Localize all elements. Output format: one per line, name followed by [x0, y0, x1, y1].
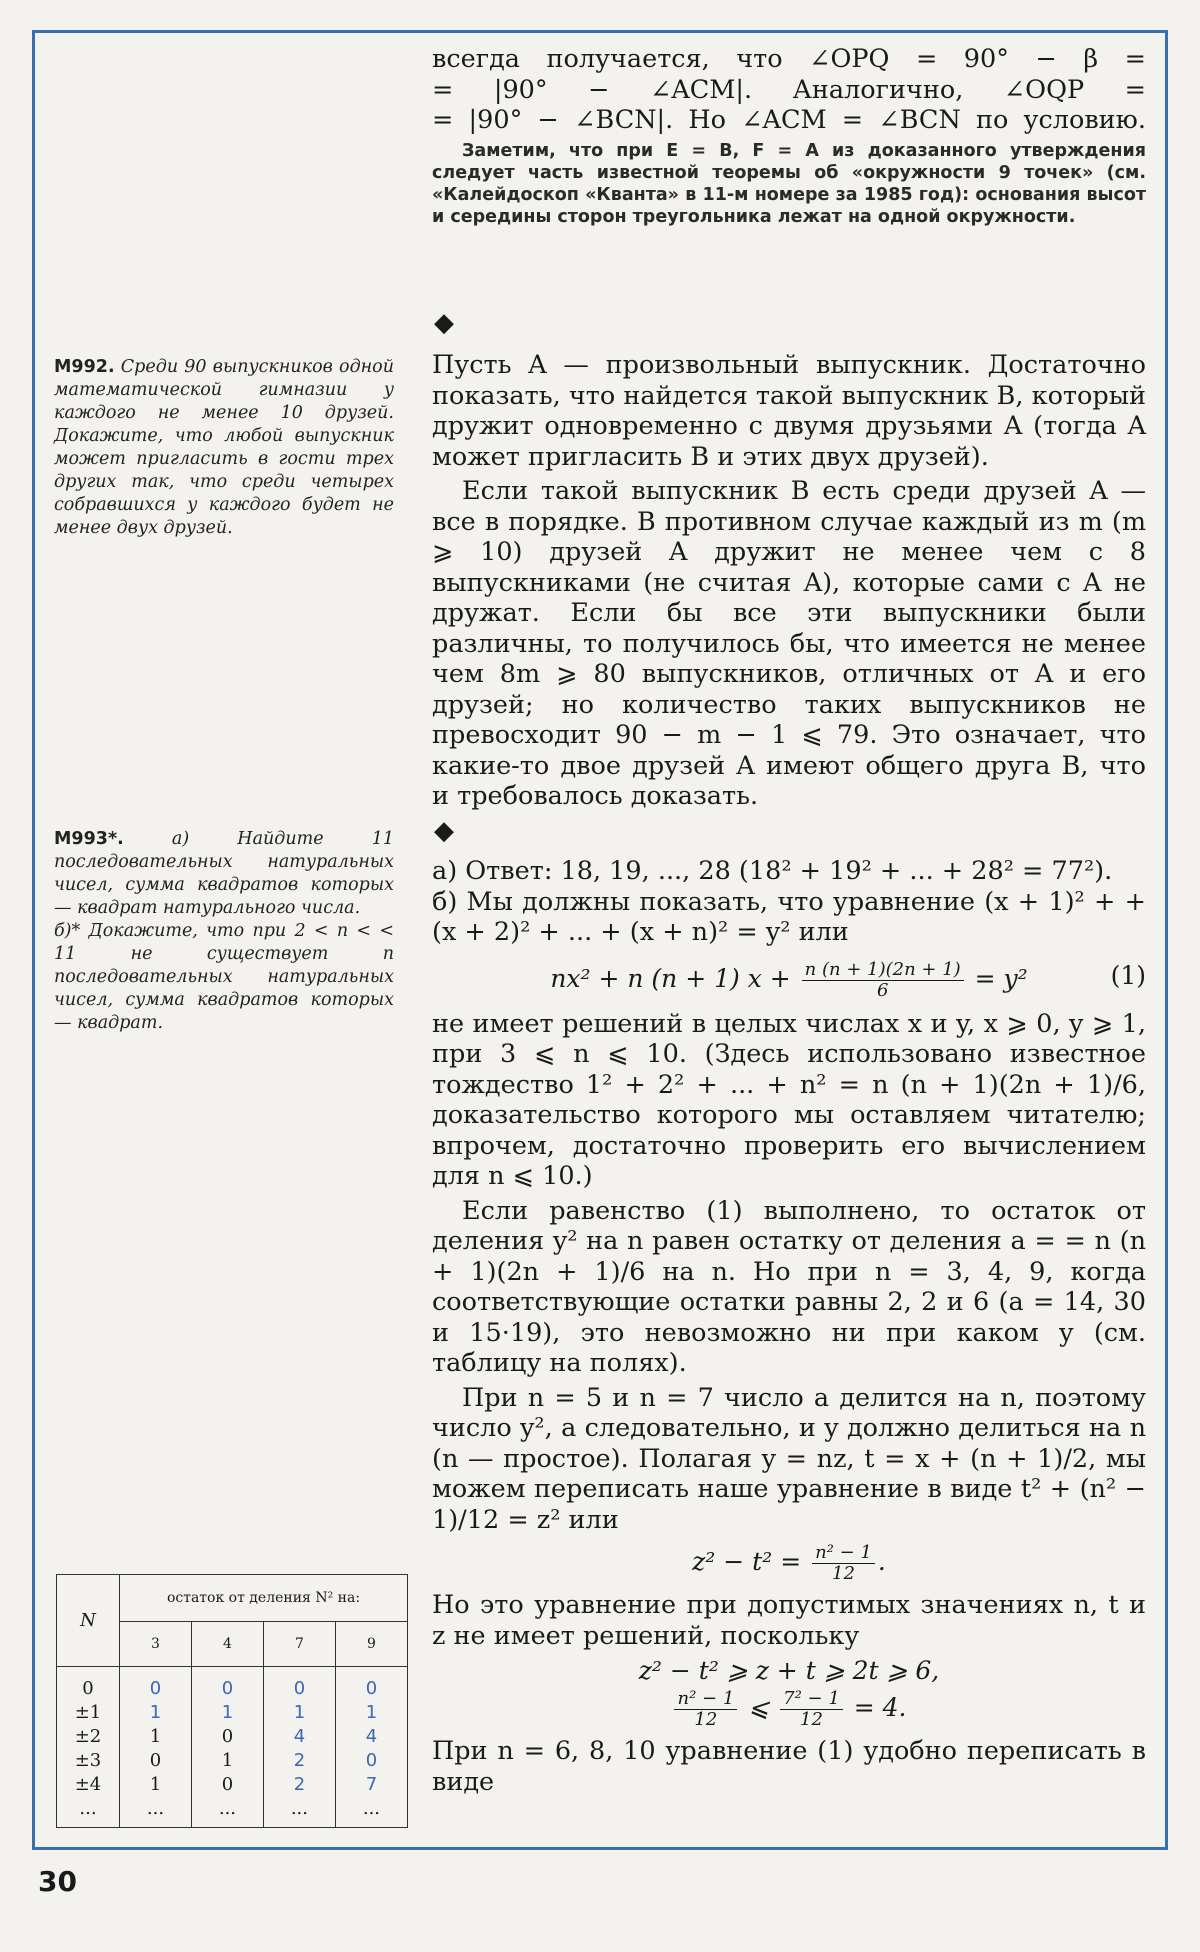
table-cell: 1 — [149, 1774, 162, 1795]
solution-paragraph: Пусть A — произвольный выпускник. Достаточно показать, что найдется такой выпускник B, который дружит одновременно с двумя друзьями A (тогда A может пригласить B и этих двух друзей). — [432, 350, 1146, 472]
eq4-right: = 4. — [853, 1693, 907, 1722]
solution-paragraph: При n = 5 и n = 7 число a делится на n, поэтому число y², а следовательно, и y должно делиться на n (n — простое). Полагая y = nz, t = x + (n + 1)/2, мы можем переписать наше уравнение в виде t² + (n² − 1)/12 = z² или — [432, 1382, 1146, 1535]
table-cell: ±3 — [74, 1750, 102, 1771]
problem-text-b: б)* Докажите, что при 2 < n < < 11 не существует n последовательных натуральных чисел, сумма квадратов которых — квадрат. — [54, 921, 394, 1033]
equation-3: z² − t² ⩾ z + t ⩾ 2t ⩾ 6, — [638, 1656, 940, 1685]
solution-m993 — [432, 856, 1146, 1797]
eq4-denominator-2: 12 — [800, 1709, 823, 1730]
eq1-right: = y² — [974, 963, 1028, 993]
table-n-header: N — [57, 1575, 120, 1667]
problem-text-a: а) Найдите 11 последовательных натуральных чисел, сумма квадратов которых — квадрат натурального числа. — [54, 829, 394, 918]
table-col-7 — [263, 1667, 335, 1828]
eq1-label: (1) — [1110, 960, 1146, 990]
eq4-fraction-2 — [780, 1689, 843, 1730]
equation-1 — [432, 960, 1146, 1001]
eq4-numerator-2: 7² − 1 — [780, 1689, 843, 1710]
table-cell: 0 — [221, 1774, 234, 1795]
section-divider-icon: ◆ — [434, 308, 454, 338]
eq1-denominator: 6 — [876, 979, 889, 1001]
eq2-denominator: 12 — [832, 1563, 855, 1584]
table-cell: ±1 — [74, 1702, 102, 1723]
table-cell: 1 — [293, 1702, 306, 1723]
table-cell: 0 — [293, 1678, 306, 1699]
solution-paragraph: не имеет решений в целых числах x и y, x ⩾ 0, y ⩾ 1, при 3 ⩽ n ⩽ 10. (Здесь использовано известное тождество 1² + 2² + ... + n² = n (n + 1)(2n + 1)/6, доказательство которого мы оставляем читателю; впрочем, достаточно проверить его вычислением для n ⩽ 10.) — [432, 1008, 1146, 1191]
problem-m992 — [54, 356, 394, 540]
table-col-header: 9 — [335, 1622, 407, 1667]
top-note: Заметим, что при E = B, F = A из доказанного утверждения следует часть известной теоремы об «окружности 9 точек» (см. «Калейдоскоп «Кванта» в 11-м номере за 1985 год): основания высот и середины сторон треугольника лежат на одной окружности. — [432, 140, 1146, 227]
problem-m993 — [54, 828, 394, 1035]
solution-paragraph: Если такой выпускник B есть среди друзей A — все в порядке. В противном случае каждый из m (m ⩾ 10) друзей A дружит не менее чем с 8 выпускниками (не считая A), которые сами с A не дружат. Если бы все эти выпускники были различны, то получилось бы, что имеется не менее чем 8m ⩾ 80 выпускников, отличных от A и его друзей; но количество таких выпускников не превосходит 90 − m − 1 ⩽ 79. Это означает, что какие-то двое друзей A имеют общего друга B, что и требовалось доказать. — [432, 476, 1146, 811]
eq1-fraction — [802, 960, 964, 1001]
eq4-fraction-1 — [674, 1689, 737, 1730]
solution-paragraph: б) Мы должны показать, что уравнение (x + 1)² + + (x + 2)² + ... + (x + n)² = y² или — [432, 886, 1146, 947]
table-cell: ... — [79, 1798, 97, 1819]
problem-number: М992. — [54, 357, 115, 377]
top-line-1: всегда получается, что ∠OPQ = 90° − β = — [432, 44, 1146, 74]
problem-text: Среди 90 выпускников одной математической гимназии у каждого не менее 10 друзей. Докажите, что любой выпускник может пригласить в гости трех других так, что среди четырех собравшихся у каждого будет не менее двух друзей. — [54, 357, 394, 538]
table-cell: 0 — [82, 1678, 94, 1699]
equation-2: z² − t² = $\frac{\text{n² − 1}}{12}$ . — [692, 1542, 886, 1584]
eq4-mid: ⩽ — [748, 1693, 770, 1722]
table-col-4 — [191, 1667, 263, 1828]
answer-line: а) Ответ: 18, 19, ..., 28 (18² + 19² + ... + 28² = 77²). — [432, 856, 1113, 886]
table-cell: ... — [218, 1798, 237, 1819]
table-cell: 1 — [365, 1702, 378, 1723]
eq4-numerator-1: n² − 1 — [674, 1689, 737, 1710]
eq2-left: z² − t² = — [692, 1547, 802, 1576]
eq2-numerator: n² − 1 — [812, 1543, 875, 1564]
table-cell: 1 — [149, 1726, 162, 1747]
table-cell: 0 — [149, 1750, 162, 1771]
table-cell: 0 — [221, 1726, 234, 1747]
table-col-header: 3 — [120, 1622, 192, 1667]
solution-paragraph: Но это уравнение при допустимых значениях n, t и z не имеет решений, поскольку — [432, 1590, 1146, 1651]
table-title: остаток от деления N² на: — [120, 1575, 408, 1622]
table-cell: 0 — [149, 1678, 162, 1699]
page-number: 30 — [38, 1865, 77, 1898]
eq1-left: nx² + n (n + 1) x + — [550, 963, 791, 993]
table-col-9 — [335, 1667, 407, 1828]
section-divider-icon: ◆ — [434, 816, 454, 846]
table-cell: ±2 — [74, 1726, 102, 1747]
table-col-header: 7 — [263, 1622, 335, 1667]
table-cell: ... — [146, 1798, 165, 1819]
table-cell: 4 — [293, 1726, 306, 1747]
table-cell: ... — [290, 1798, 308, 1819]
table-cell: 4 — [365, 1726, 378, 1747]
table-n-column — [57, 1667, 120, 1828]
equation-4 — [432, 1689, 1146, 1730]
table-cell: 0 — [221, 1678, 234, 1699]
solution-paragraph: Если равенство (1) выполнено, то остаток от деления y² на n равен остатку от деления a = = n (n + 1)(2n + 1)/6 на n. Но при n = 3, 4, 9, когда соответствующие остатки равны 2, 2 и 6 (a = 14, 30 и 15·19), это невозможно ни при каком y (см. таблицу на полях). — [432, 1195, 1146, 1378]
eq1-numerator: n (n + 1)(2n + 1) — [802, 960, 964, 981]
table-col-header: 4 — [191, 1622, 263, 1667]
problem-number: М993*. — [54, 829, 124, 849]
eq4-denominator-1: 12 — [694, 1709, 718, 1730]
top-line-2: = |90° − ∠ACM|. Аналогично, ∠OQP = — [432, 74, 1146, 105]
table-cell: ±4 — [74, 1774, 102, 1795]
table-cell: 1 — [221, 1750, 234, 1771]
table-cell: 1 — [221, 1702, 234, 1723]
top-block — [432, 44, 1146, 228]
top-line-3: = |90° − ∠BCN|. Но ∠ACM = ∠BCN по условию. — [432, 105, 1146, 135]
table-cell: 1 — [149, 1702, 162, 1723]
table-col-3 — [120, 1667, 192, 1828]
table-cell: 0 — [365, 1678, 378, 1699]
table-cell: 2 — [293, 1750, 306, 1771]
table-cell: ... — [362, 1798, 381, 1819]
solution-paragraph: При n = 6, 8, 10 уравнение (1) удобно переписать в виде — [432, 1736, 1146, 1797]
solution-m992 — [432, 350, 1146, 812]
remainders-table — [56, 1574, 408, 1828]
table-cell: 0 — [365, 1750, 378, 1771]
table-cell: 2 — [293, 1774, 306, 1795]
table-cell: 7 — [365, 1774, 378, 1795]
eq2-fraction — [812, 1543, 875, 1584]
